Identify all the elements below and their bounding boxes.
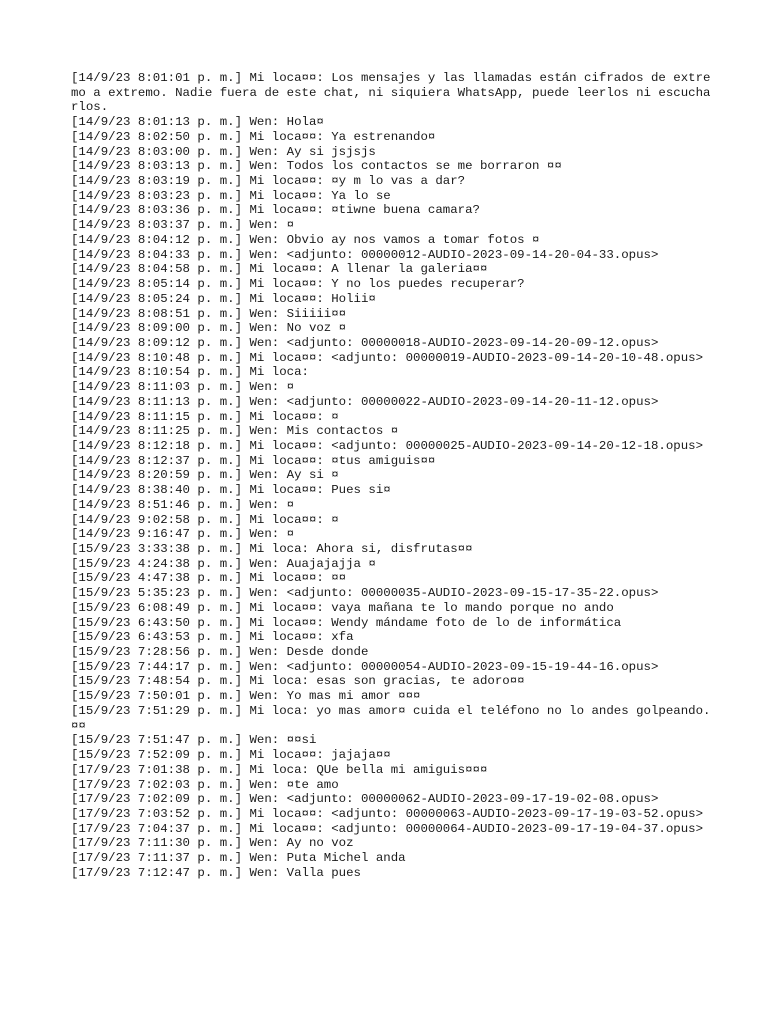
chat-message-line: [14/9/23 8:04:33 p. m.] Wen: <adjunto: 00000012-AUDIO-2023-09-14-20-04-33.opus> <box>71 247 659 262</box>
chat-message-line: [14/9/23 8:08:51 p. m.] Wen: Siiiii¤¤ <box>71 306 347 321</box>
chat-message-line: [17/9/23 7:11:37 p. m.] Wen: Puta Michel anda <box>71 851 406 866</box>
chat-message-line: [17/9/23 7:02:03 p. m.] Wen: ¤te amo <box>71 777 339 792</box>
chat-message-line: [15/9/23 7:51:47 p. m.] Wen: ¤¤si <box>71 733 317 748</box>
chat-transcript <box>71 71 711 881</box>
chat-message-line: [14/9/23 8:03:37 p. m.] Wen: ¤ <box>71 218 295 233</box>
chat-message-line: [14/9/23 8:01:01 p. m.] Mi loca¤¤: Los mensajes y las llamadas están cifrados de extremo a extremo. Nadie fuera de este chat, ni siquiera WhatsApp, puede leerlos ni escucharlos. <box>71 71 711 115</box>
chat-message-line: [14/9/23 8:03:36 p. m.] Mi loca¤¤: ¤tiwne buena camara? <box>71 203 480 218</box>
chat-message-line: [17/9/23 7:03:52 p. m.] Mi loca¤¤: <adjunto: 00000063-AUDIO-2023-09-17-19-03-52.opus> <box>71 806 704 821</box>
chat-message-line: [17/9/23 7:04:37 p. m.] Mi loca¤¤: <adjunto: 00000064-AUDIO-2023-09-17-19-04-37.opus> <box>71 821 704 836</box>
chat-message-line: [15/9/23 4:47:38 p. m.] Mi loca¤¤: ¤¤ <box>71 571 347 586</box>
chat-message-line: [15/9/23 5:35:23 p. m.] Wen: <adjunto: 00000035-AUDIO-2023-09-15-17-35-22.opus> <box>71 586 659 601</box>
chat-message-line: [14/9/23 8:11:03 p. m.] Wen: ¤ <box>71 380 295 395</box>
chat-message-line: [14/9/23 9:16:47 p. m.] Wen: ¤ <box>71 527 295 542</box>
chat-message-line: [15/9/23 7:52:09 p. m.] Mi loca¤¤: jajaja¤¤ <box>71 748 391 763</box>
chat-message-line: [17/9/23 7:02:09 p. m.] Wen: <adjunto: 00000062-AUDIO-2023-09-17-19-02-08.opus> <box>71 792 659 807</box>
chat-message-line: [15/9/23 7:48:54 p. m.] Mi loca: esas son gracias, te adoro¤¤ <box>71 674 525 689</box>
chat-message-line: [14/9/23 8:11:13 p. m.] Wen: <adjunto: 00000022-AUDIO-2023-09-14-20-11-12.opus> <box>71 394 659 409</box>
chat-message-line: [14/9/23 8:09:12 p. m.] Wen: <adjunto: 00000018-AUDIO-2023-09-14-20-09-12.opus> <box>71 335 659 350</box>
chat-message-line: [14/9/23 8:51:46 p. m.] Wen: ¤ <box>71 497 295 512</box>
chat-message-line: [14/9/23 8:03:00 p. m.] Wen: Ay si jsjsjs <box>71 144 376 159</box>
chat-message-line: [17/9/23 7:11:30 p. m.] Wen: Ay no voz <box>71 836 354 851</box>
chat-message-line: [14/9/23 8:04:12 p. m.] Wen: Obvio ay nos vamos a tomar fotos ¤ <box>71 232 540 247</box>
chat-message-line: [14/9/23 8:05:24 p. m.] Mi loca¤¤: Holii¤ <box>71 291 376 306</box>
chat-message-line: [14/9/23 8:05:14 p. m.] Mi loca¤¤: Y no los puedes recuperar? <box>71 277 525 292</box>
chat-message-line: [14/9/23 8:12:37 p. m.] Mi loca¤¤: ¤tus amiguis¤¤ <box>71 453 436 468</box>
chat-message-line: [14/9/23 8:02:50 p. m.] Mi loca¤¤: Ya estrenando¤ <box>71 129 436 144</box>
chat-message-line: [15/9/23 6:43:50 p. m.] Mi loca¤¤: Wendy mándame foto de lo de informática <box>71 615 622 630</box>
chat-message-line: [15/9/23 6:43:53 p. m.] Mi loca¤¤: xfa <box>71 630 354 645</box>
chat-message-line: [14/9/23 8:10:48 p. m.] Mi loca¤¤: <adjunto: 00000019-AUDIO-2023-09-14-20-10-48.opus> <box>71 350 704 365</box>
chat-message-line: [14/9/23 8:03:13 p. m.] Wen: Todos los contactos se me borraron ¤¤ <box>71 159 562 174</box>
chat-message-line: [14/9/23 8:03:19 p. m.] Mi loca¤¤: ¤y m lo vas a dar? <box>71 174 466 189</box>
chat-message-line: [15/9/23 7:28:56 p. m.] Wen: Desde donde <box>71 645 369 660</box>
chat-message-line: [15/9/23 3:33:38 p. m.] Mi loca: Ahora si, disfrutas¤¤ <box>71 542 473 556</box>
chat-message-line: [14/9/23 8:01:13 p. m.] Wen: Hola¤ <box>71 115 324 130</box>
chat-message-line: [14/9/23 8:20:59 p. m.] Wen: Ay si ¤ <box>71 468 339 483</box>
chat-message-line: [14/9/23 8:12:18 p. m.] Mi loca¤¤: <adjunto: 00000025-AUDIO-2023-09-14-20-12-18.opus> <box>71 438 704 453</box>
chat-message-line: [17/9/23 7:12:47 p. m.] Wen: Valla pues <box>71 865 361 880</box>
chat-message-line: [15/9/23 4:24:38 p. m.] Wen: Auajajajja ¤ <box>71 556 376 571</box>
chat-message-line: [15/9/23 7:50:01 p. m.] Wen: Yo mas mi amor ¤¤¤ <box>71 689 421 704</box>
chat-message-line: [14/9/23 8:09:00 p. m.] Wen: No voz ¤ <box>71 321 347 336</box>
chat-message-line: [15/9/23 6:08:49 p. m.] Mi loca¤¤: vaya mañana te lo mando porque no ando <box>71 600 614 615</box>
chat-message-line: [15/9/23 7:51:29 p. m.] Mi loca: yo mas amor¤ cuida el teléfono no lo andes golpeando.¤¤ <box>71 703 711 733</box>
chat-message-line: [14/9/23 9:02:58 p. m.] Mi loca¤¤: ¤ <box>71 512 339 527</box>
chat-message-line: [14/9/23 8:11:25 p. m.] Wen: Mis contactos ¤ <box>71 424 399 439</box>
chat-message-line: [15/9/23 7:44:17 p. m.] Wen: <adjunto: 00000054-AUDIO-2023-09-15-19-44-16.opus> <box>71 659 659 674</box>
chat-message-line: [14/9/23 8:04:58 p. m.] Mi loca¤¤: A llenar la galeria¤¤ <box>71 262 488 277</box>
chat-message-line: [17/9/23 7:01:38 p. m.] Mi loca: QUe bella mi amiguis¤¤¤ <box>71 762 488 777</box>
chat-message-line: [14/9/23 8:11:15 p. m.] Mi loca¤¤: ¤ <box>71 409 339 424</box>
chat-message-line: [14/9/23 8:03:23 p. m.] Mi loca¤¤: Ya lo se <box>71 188 391 203</box>
chat-message-line: [14/9/23 8:38:40 p. m.] Mi loca¤¤: Pues si¤ <box>71 483 391 498</box>
chat-message-line: [14/9/23 8:10:54 p. m.] Mi loca: <box>71 365 309 380</box>
